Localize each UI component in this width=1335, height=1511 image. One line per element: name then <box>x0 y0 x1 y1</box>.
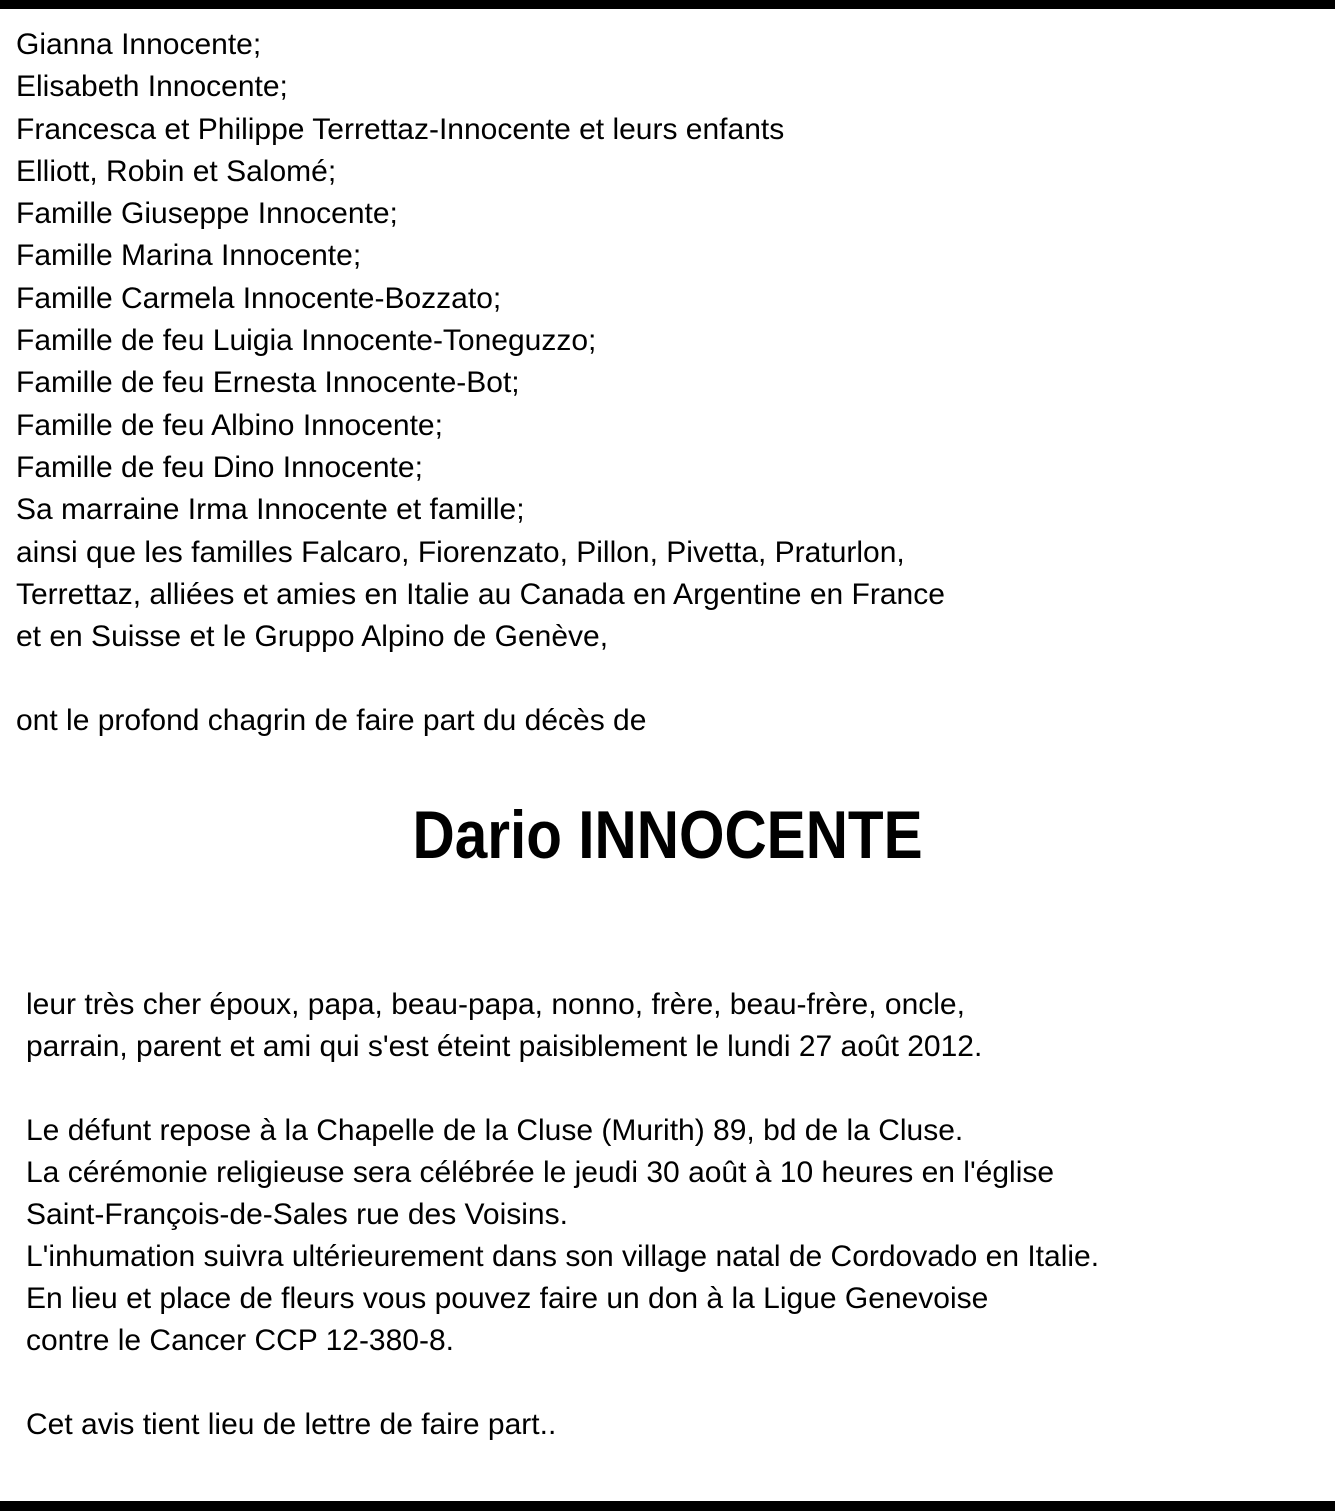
arrangement-line: L'inhumation suivra ultérieurement dans son village natal de Cordovado en Italie. <box>26 1240 1100 1273</box>
family-line: Francesca et Philippe Terrettaz-Innocente et leurs enfants <box>16 112 785 146</box>
paragraph-gap <box>26 1362 1099 1404</box>
arrangement-line: Le défunt repose à la Chapelle de la Cluse (Murith) 89, bd de la Cluse. <box>26 1114 964 1147</box>
deceased-name <box>0 790 1335 880</box>
description-line: parrain, parent et ami qui s'est éteint paisiblement le lundi 27 août 2012. <box>26 1030 983 1063</box>
bottom-border <box>0 1501 1335 1511</box>
announcement-intro <box>16 700 646 742</box>
family-line: Famille de feu Luigia Innocente-Toneguzzo; <box>16 324 597 358</box>
family-line: Famille Giuseppe Innocente; <box>16 197 398 231</box>
family-line: Famille Marina Innocente; <box>16 239 362 273</box>
intro-text: ont le profond chagrin de faire part du décès de <box>16 704 647 737</box>
family-line: Famille de feu Ernesta Innocente-Bot; <box>16 366 520 400</box>
family-line: Elliott, Robin et Salomé; <box>16 154 337 188</box>
family-line: Famille Carmela Innocente-Bozzato; <box>16 281 502 315</box>
family-line: Sa marraine Irma Innocente et famille; <box>16 493 525 527</box>
arrangement-line: En lieu et place de fleurs vous pouvez faire un don à la Ligue Genevoise <box>26 1282 989 1315</box>
family-line: Gianna Innocente; <box>16 28 262 61</box>
family-line: et en Suisse et le Gruppo Alpino de Genève, <box>16 620 609 654</box>
family-line: Elisabeth Innocente; <box>16 70 288 104</box>
deceased-name-text: Dario INNOCENTE <box>412 797 923 873</box>
top-border <box>0 0 1335 9</box>
family-line: Famille de feu Dino Innocente; <box>16 450 423 484</box>
family-list <box>16 24 945 658</box>
arrangement-line: contre le Cancer CCP 12-380-8. <box>26 1324 454 1357</box>
closing-line: Cet avis tient lieu de lettre de faire part.. <box>26 1408 557 1441</box>
arrangement-line: La cérémonie religieuse sera célébrée le jeudi 30 août à 10 heures en l'église <box>26 1156 1055 1189</box>
family-line: Famille de feu Albino Innocente; <box>16 408 443 442</box>
paragraph-gap <box>26 1068 1099 1110</box>
obituary-details <box>26 984 1099 1446</box>
arrangement-line: Saint-François-de-Sales rue des Voisins. <box>26 1198 568 1231</box>
family-line: Terrettaz, alliées et amies en Italie au Canada en Argentine en France <box>16 577 945 611</box>
family-line: ainsi que les familles Falcaro, Fiorenzato, Pillon, Pivetta, Praturlon, <box>16 535 905 569</box>
description-line: leur très cher époux, papa, beau-papa, nonno, frère, beau-frère, oncle, <box>26 988 965 1021</box>
